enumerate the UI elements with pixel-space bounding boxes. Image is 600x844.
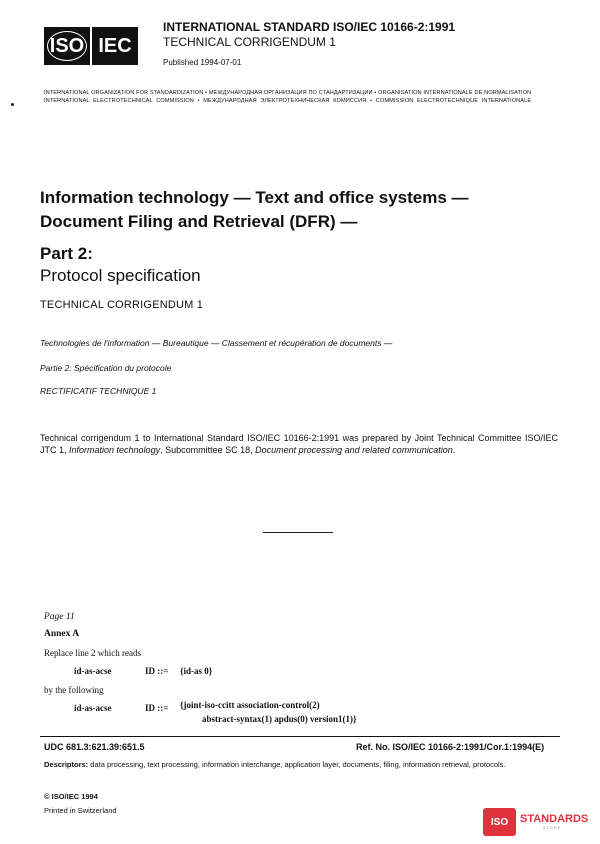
french-corrigendum: RECTIFICATIF TECHNIQUE 1 (40, 386, 157, 396)
french-part: Partie 2: Spécification du protocole (40, 363, 172, 373)
page-reference: Page 11 (44, 612, 75, 622)
published-date: Published 1994-07-01 (163, 58, 242, 67)
watermark-sub: STORE (542, 825, 562, 830)
new-operator: ID ::= (145, 703, 169, 713)
copyright: © ISO/IEC 1994 (44, 792, 98, 801)
old-identifier: id-as-acse (74, 666, 112, 676)
iso-logo: ISO (44, 27, 92, 65)
title-line-2: Document Filing and Retrieval (DFR) — (40, 212, 358, 231)
intro-paragraph: Technical corrigendum 1 to International Standard ISO/IEC 10166-2:1991 was prepared by Joint Technical Committee ISO/IEC JTC 1, Information technology, Subcommittee SC 18, Document processing and related communication. (40, 433, 558, 455)
watermark-text: STANDARDS (520, 813, 589, 825)
reference-number: Ref. No. ISO/IEC 10166-2:1991/Cor.1:1994(E) (356, 742, 545, 752)
iec-logo: IEC (92, 27, 138, 65)
replace-instruction: Replace line 2 which reads (44, 648, 141, 658)
corrigendum-label: TECHNICAL CORRIGENDUM 1 (163, 35, 336, 49)
new-value-line-1: {joint-iso-ccitt association-control(2) (180, 700, 320, 710)
udc-number: UDC 681.3:621.39:651.5 (44, 742, 145, 752)
org-line-iec: INTERNATIONAL ELECTROTECHNICAL COMMISSION • МЕЖДУНАРОДНАЯ ЭЛЕКТРОТЕХНИЧЕСКАЯ КОМИССИЯ • COMMISSION ELECTROTECHNIQUE INTERNATIONALE (44, 98, 532, 104)
watermark-badge: ISO (483, 808, 516, 836)
title-line-1: Information technology — Text and office systems — (40, 188, 469, 207)
new-value-line-2: abstract-syntax(1) apdus(0) version1(1)} (202, 714, 357, 724)
iso-iec-logo (44, 27, 138, 65)
org-line-iso: INTERNATIONAL ORGANIZATION FOR STANDARDIZATION • МЕЖДУНАРОДНАЯ ОРГАНИЗАЦИЯ ПО СТАНДАРТИЗАЦИИ • ORGANISATION INTERNATIONALE DE NORMALISATION (44, 90, 532, 96)
technical-corrigendum-heading: TECHNICAL CORRIGENDUM 1 (40, 299, 204, 311)
margin-dot (11, 103, 14, 106)
printed-location: Printed in Switzerland (44, 806, 117, 815)
new-identifier: id-as-acse (74, 703, 112, 713)
annex-heading: Annex A (44, 629, 80, 639)
standards-store-watermark (483, 808, 588, 836)
part-subtitle: Protocol specification (40, 266, 201, 285)
french-title: Technologies de l'information — Bureautique — Classement et récupération de documents — (40, 338, 393, 348)
footer-rule (40, 736, 560, 737)
by-following-instruction: by the following (44, 685, 104, 695)
center-divider (263, 532, 333, 533)
standard-number: INTERNATIONAL STANDARD ISO/IEC 10166-2:1991 (163, 20, 456, 34)
old-value: {id-as 0} (180, 666, 213, 676)
descriptors: Descriptors: data processing, text processing, information interchange, application layer, documents, filing, information retrieval, protocols. (44, 760, 506, 769)
old-operator: ID ::= (145, 666, 169, 676)
part-label: Part 2: (40, 244, 93, 263)
